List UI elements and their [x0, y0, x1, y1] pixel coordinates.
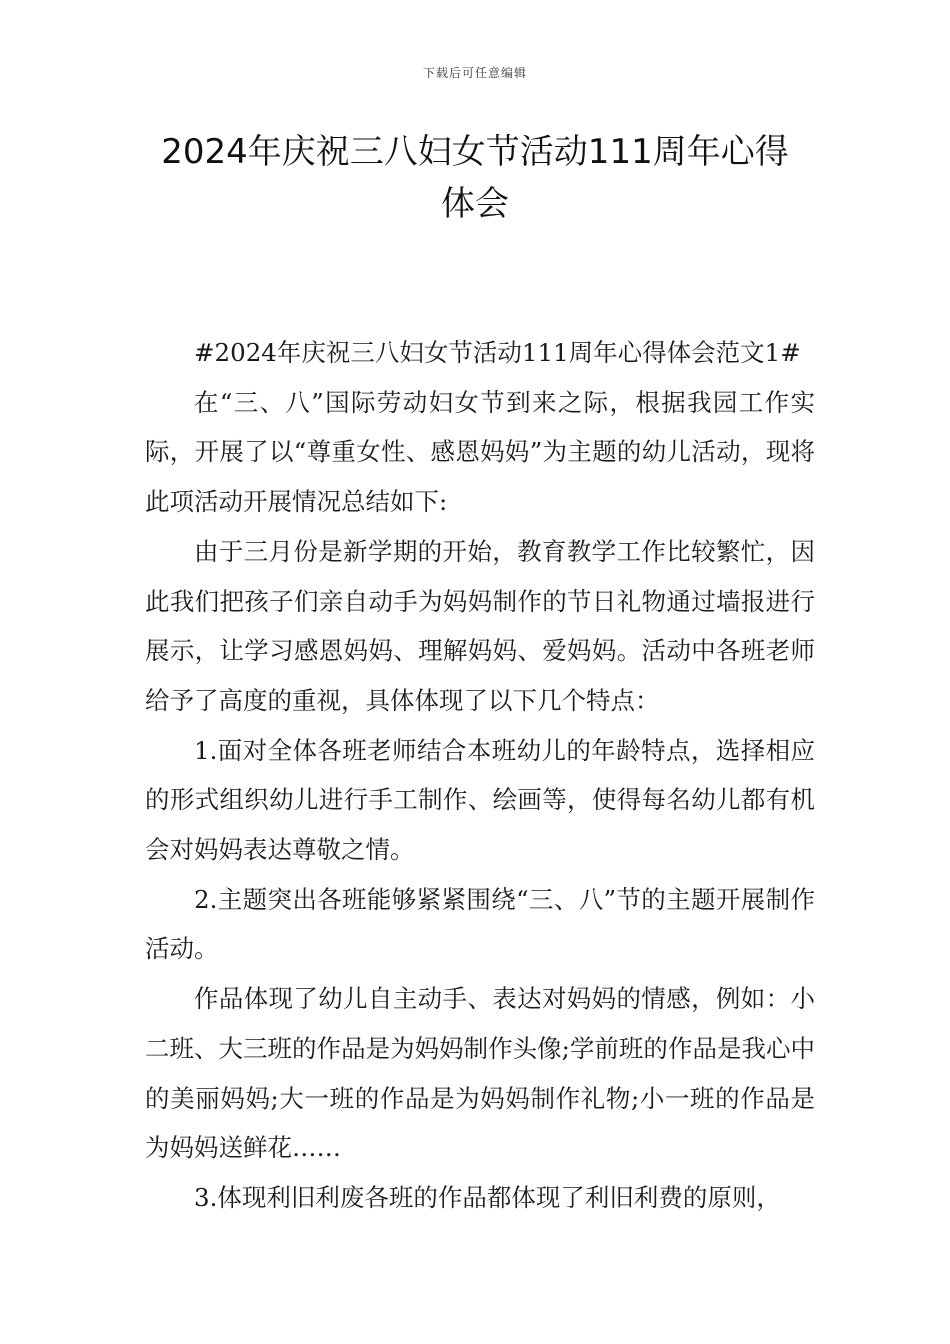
paragraph: 2.主题突出各班能够紧紧围绕“三、八”节的主题开展制作活动。 [145, 884, 815, 964]
paragraph: 作品体现了幼儿自主动手、表达对妈妈的情感，例如：小二班、大三班的作品是为妈妈制作头像;学前班的作品是我心中的美丽妈妈;大一班的作品是为妈妈制作礼物;小一班的作品是为妈妈送鲜花…… [145, 984, 815, 1163]
paragraph: 3.体现利旧利废各班的作品都体现了利旧利费的原则， [194, 1182, 781, 1212]
paragraph: 在“三、八”国际劳动妇女节到来之际，根据我园工作实际，开展了以“尊重女性、感恩妈妈”为主题的幼儿活动，现将此项活动开展情况总结如下: [145, 387, 815, 517]
paragraph: 1.面对全体各班老师结合本班幼儿的年龄特点，选择相应的形式组织幼儿进行手工制作、绘画等，使得每名幼儿都有机会对妈妈表达尊敬之情。 [145, 735, 815, 865]
section-heading: #2024年庆祝三八妇女节活动111周年心得体会范文1# [194, 338, 801, 367]
document-body [145, 328, 815, 1223]
document-title-line-1: 2024年庆祝三八妇女节活动111周年心得 [161, 132, 789, 172]
page-header-note: 下载后可任意编辑 [422, 66, 527, 80]
document-title [140, 126, 810, 230]
document-title-line-2: 体会 [441, 184, 509, 224]
paragraph: 由于三月份是新学期的开始，教育教学工作比较繁忙，因此我们把孩子们亲自动手为妈妈制作的节日礼物通过墙报进行展示，让学习感恩妈妈、理解妈妈、爱妈妈。活动中各班老师给予了高度的重视，具体体现了以下几个特点： [145, 536, 815, 715]
